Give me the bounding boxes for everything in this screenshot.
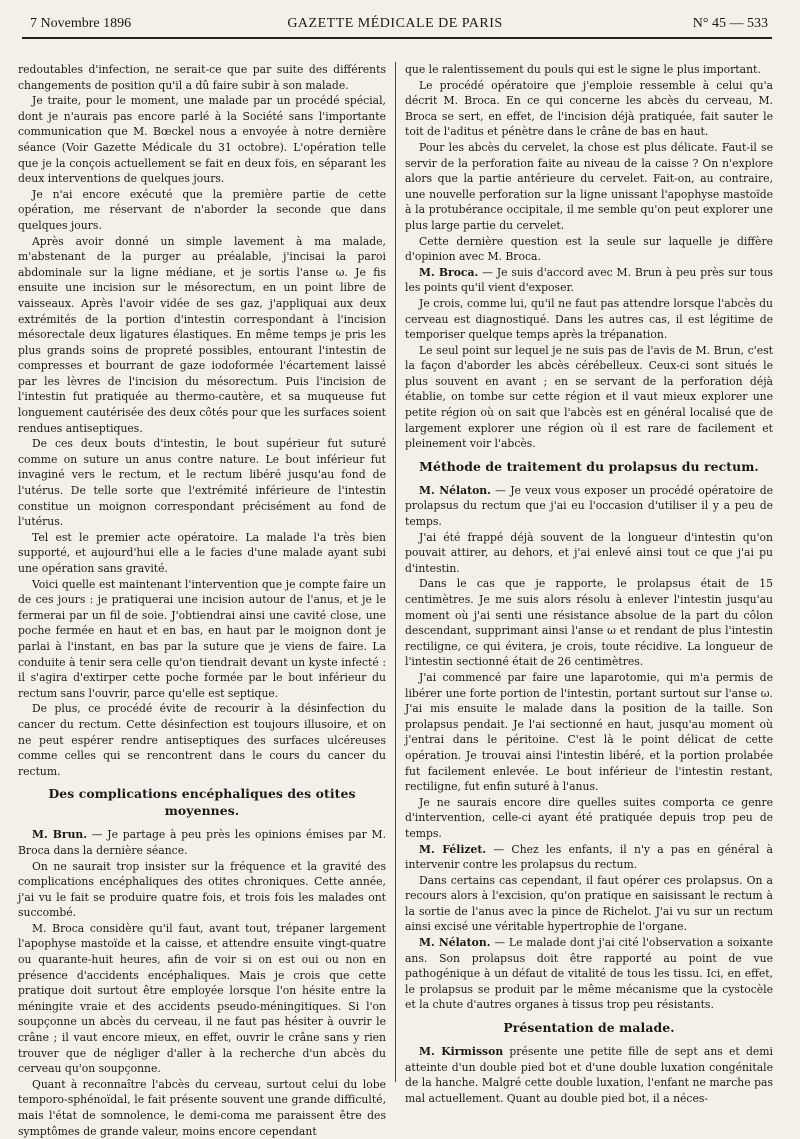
paragraph [405,265,773,296]
header-title: GAZETTE MÉDICALE DE PARIS [287,16,503,31]
section-heading: Méthode de traitement du prolapsus du rectum. [419,458,759,474]
header-rule [22,37,772,39]
paragraph: On ne saurait trop insister sur la fréquence et la gravité des complications encéphaliques des otites chroniques. Cette année, j'ai vu le fait se produire quatre fois, et trois fois les malades ont succombé. [18,859,386,920]
header-date: 7 Novembre 1896 [30,16,132,31]
paragraph [18,827,386,858]
paragraph: J'ai été frappé déjà souvent de la longueur d'intestin qu'on pouvait attirer, au dehors, et j'ai enlevé ainsi tout ce que j'ai pu d'intestin. [405,530,773,575]
speaker-name: M. Broca. [419,265,479,279]
paragraph: Quant à reconnaître l'abcès du cerveau, surtout celui du lobe temporo-sphénoïdal, le fait présente souvent une grande difficulté, mais l'état de somnolence, le demi-coma me paraissent être des symptômes de grande valeur, moins encore cependant [18,1077,386,1138]
page-header [22,12,768,36]
paragraph [405,1044,773,1106]
paragraph: Tel est le premier acte opératoire. La malade l'a très bien supporté, et aujourd'hui elle a le facies d'une malade ayant subi une opération sans gravité. [18,530,386,575]
paragraph-text: présente une petite fille de sept ans et demi atteinte d'un double pied bot et d'une double luxation congénitale de la hanche. Malgré cette double luxation, l'enfant ne marche pas mal actuellement. Quant au double pied bot, il a néces- [405,1045,773,1105]
paragraph [405,935,773,1013]
section-heading: Présentation de malade. [503,1020,675,1036]
paragraph: Après avoir donné un simple lavement à ma malade, m'abstenant de la purger au préalable, j'incisai la paroi abdominale sur la ligne médiane, et je sortis l'anse ω. Je fis ensuite une incision sur le mésorectum, en un point libre de vaisseaux. Après l'avoir vidée de ses gaz, j'appliquai aux deux extrémités de la portion d'intestin correspondant à l'incision mésorectale deux ligatures élastiques. En même temps je pris les plus grands soins de propreté possibles, entourant l'intestin de compresses et bourrant de gaze iodoformée l'écartement laissé par les lèvres de l'incision du mésorectum. Puis l'incision de l'intestin fut pratiquée au thermo-cautère, et sa muqueuse fut longuement cautérisée des deux côtés pour que les surfaces soient rendues antiseptiques. [18,234,386,435]
paragraph-text: — Je veux vous exposer un procédé opératoire de prolapsus du rectum que j'ai eu l'occasion d'utiliser il y a peu de temps. [405,483,773,529]
header-issue: N° 45 — 533 [692,16,768,31]
paragraph: Je crois, comme lui, qu'il ne faut pas attendre lorsque l'abcès du cerveau est diagnostiqué. Dans les autres cas, il est légitime de temporiser quelque temps après la trépanation. [405,296,773,342]
paragraph: redoutables d'infection, ne serait-ce que par suite des différents changements de position qu'il a dû faire subir à son malade. [18,63,386,92]
paragraph: Le seul point sur lequel je ne suis pas de l'avis de M. Brun, c'est la façon d'aborder les abcès cérébelleux. Ceux-ci sont situés le plus souvent en avant ; en se servant de la perforation déjà établie, on tombe sur cette région et il vaut mieux explorer une petite région où on sait que l'abcès est en général localisé que de largement explorer une région où il est rare de facilement et pleinement voir l'abcès. [405,343,773,451]
paragraph: Je ne saurais encore dire quelles suites comporta ce genre d'intervention, celle-ci ayant été pratiquée depuis trop peu de temps. [405,795,773,840]
paragraph: Voici quelle est maintenant l'intervention que je compte faire un de ces jours : je pratiquerai une incision autour de l'anus, et je le fermerai par un fil de soie. J'obtiendrai ainsi une cavité close, une poche fermée en haut et en bas, en haut par le moignon dont je parlai à l'instant, en bas par la suture que je viens de faire. La conduite à tenir sera celle qu'on tiendrait devant un kyste infecté : il s'agira d'extirper cette poche formée par le bout inférieur du rectum sans l'ouvrir, parce qu'elle est septique. [18,577,386,700]
speaker-name: M. Brun. [32,828,88,842]
column-divider [395,62,396,1082]
paragraph: Pour les abcès du cervelet, la chose est plus délicate. Faut-il se servir de la perforation faite au niveau de la caisse ? On n'explore alors que la partie antérieure du cervelet. Fait-on, au contraire, une nouvelle perforation sur la ligne unissant l'apophyse mastoïde à la protubérance occipitale, il me semble qu'on peut explorer une plus large partie du cervelet. [405,140,773,232]
paragraph: De plus, ce procédé évite de recourir à la désinfection du cancer du rectum. Cette désinfection est toujours illusoire, et on ne peut espérer rendre antiseptiques des surfaces ulcéreuses comme celles qui se rencontrent dans le cours du cancer du rectum. [18,702,386,778]
paragraph: Dans certains cas cependant, il faut opérer ces prolapsus. On a recours alors à l'excision, qu'on pratique en saisissant le rectum à la sortie de l'anus avec la pince de Richelot. J'ai vu sur un rectum ainsi excisé une véritable hypertrophie de l'organe. [405,873,773,934]
speaker-name: M. Nélaton. [419,483,491,497]
paragraph: que le ralentissement du pouls qui est le signe le plus important. [405,63,761,76]
section-heading: Des complications encéphaliques des otites moyennes. [48,786,356,819]
paragraph [405,842,773,873]
paragraph: Cette dernière question est la seule sur laquelle je diffère d'opinion avec M. Broca. [405,234,773,264]
paragraph: J'ai commencé par faire une laparotomie, qui m'a permis de libérer une forte portion de l'intestin, portant surtout sur l'anse ω. J'ai mis ensuite le malade dans la position de la taille. Son prolapsus pendait. Je l'ai sectionné en haut, jusqu'au moment où j'entrai dans le péritoine. C'est là le point délicat de cette opération. Je trouvai ainsi l'intestin libéré, et la portion prolabée fut facilement enlevée. Le bout inférieur de l'intestin restant, rectiligne, fut enfin suturé à l'anus. [405,670,773,794]
paragraph-text: — Le malade dont j'ai cité l'observation a soixante ans. Son prolapsus doit être rapporté au point de vue pathogénique à un défaut de vitalité de tous les tissu. Ici, en effet, le prolapsus se produit par le même mécanisme que la cystocèle et la chute d'autres organes à tissus trop peu résistants. [405,936,773,1012]
paragraph: M. Broca considère qu'il faut, avant tout, trépaner largement l'apophyse mastoïde et la caisse, et attendre ensuite vingt-quatre ou quarante-huit heures, afin de voir si on est oui ou non en présence d'accidents encéphaliques. Mais je crois que cette pratique doit surtout être employée lorsque l'on hésite entre la méningite vraie et des accidents pseudo-méningitiques. Si l'on soupçonne un abcès du cerveau, il ne faut pas hésiter à ouvrir le crâne ; il vaut encore mieux, en effet, ouvrir le crâne sans y rien trouver que de négliger d'aller à la recherche d'un abcès du cerveau qu'on soupçonne. [18,921,386,1076]
paragraph: Je n'ai encore exécuté que la première partie de cette opération, me réservant de n'aborder la seconde que dans quelques jours. [18,187,386,232]
paragraph: Je traite, pour le moment, une malade par un procédé spécial, dont je n'aurais pas encore parlé à la Société sans l'importante communication que M. Bœckel nous a envoyée à notre dernière séance (Voir Gazette Médicale du 31 octobre). L'opération telle que je la conçois actuellement se fait en deux fois, en séparant les deux interventions de quelques jours. [18,94,386,186]
paragraph [405,483,773,530]
paragraph: Le procédé opératoire que j'emploie ressemble à celui qu'a décrit M. Broca. En ce qui concerne les abcès du cerveau, M. Broca se sert, en effet, de l'incision déjà pratiquée, fait sauter le toit de l'aditus et pénètre dans le crâne de bas en haut. [405,78,773,139]
right-column [405,62,773,1105]
left-column [18,62,387,1138]
paragraph-text: — Chez les enfants, il n'y a pas en général à intervenir contre les prolapsus du rectum. [405,842,773,872]
speaker-name: M. Nélaton. [419,936,491,950]
paragraph: Dans le cas que je rapporte, le prolapsus était de 15 centimètres. Je me suis alors résolu à enlever l'intestin jusqu'au moment où j'ai senti une résistance absolue de la part du côlon descendant, supprimant ainsi l'anse ω et rendant de plus l'intestin rectiligne, ce qui évitera, je crois, toute récidive. La longueur de l'intestin sectionné était de 26 centimètres. [405,577,773,669]
speaker-name: M. Félizet. [419,842,487,856]
paragraph: De ces deux bouts d'intestin, le bout supérieur fut suturé comme on suture un anus contre nature. Le bout inférieur fut invaginé vers le rectum, et le rectum libéré jusqu'au fond de l'utérus. De telle sorte que l'extrémité inférieure de l'intestin constitue un moignon correspondant précisément au fond de l'utérus. [18,437,386,529]
paragraph-text: — Je partage à peu près les opinions émises par M. Broca dans la dernière séance. [18,828,387,857]
speaker-name: M. Kirmisson [419,1045,504,1059]
paragraph-text: — Je suis d'accord avec M. Brun à peu près sur tous les points qu'il vient d'exposer. [405,265,773,295]
